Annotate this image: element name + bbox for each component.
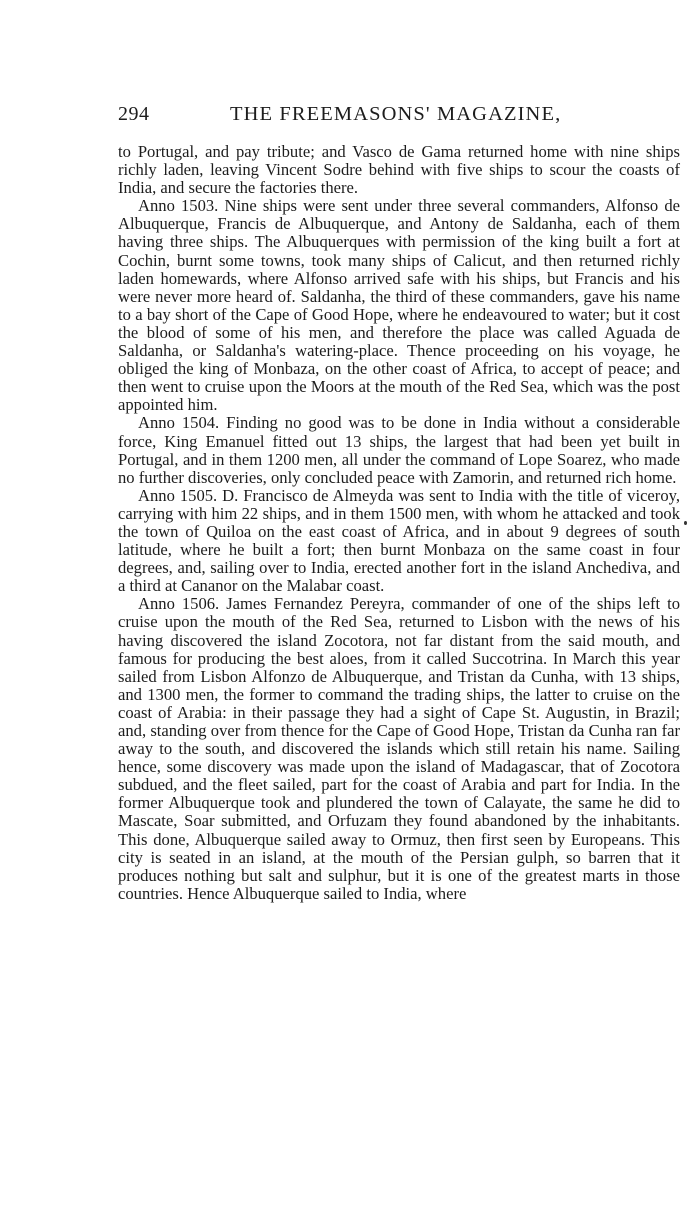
paragraph-continuation: to Portugal, and pay tribute; and Vasco de Gama returned home with nine ships richly laden, leaving Vincent Sodre behind with five ships to scour the coasts of India, and secure the factories there. (118, 142, 680, 198)
body-text (118, 143, 680, 903)
ink-speck (684, 521, 687, 525)
paragraph-anno-1504: Anno 1504. Finding no good was to be done in India without a considerable force, King Emanuel fitted out 13 ships, the largest that had been yet built in Portugal, and in them 1200 men, all under the command of Lope Soarez, who made no further discoveries, only concluded peace with Zamorin, and returned rich home. (118, 413, 680, 487)
page-number: 294 (118, 103, 150, 125)
running-title: THE FREEMASONS' MAGAZINE, (230, 103, 562, 125)
paragraph-anno-1506: Anno 1506. James Fernandez Pereyra, commander of one of the ships left to cruise upon the mouth of the Red Sea, returned to Lisbon with the news of his having discovered the island Zocotora, not far distant from the said mouth, and famous for producing the best aloes, from it called Succotrina. In March this year sailed from Lisbon Alfonzo de Albuquerque, and Tristan da Cunha, with 13 ships, and 1300 men, the former to command the trading ships, the latter to cruise on the coast of Arabia: in their passage they had a sight of Cape St. Augustin, in Brazil; and, standing over from thence for the Cape of Good Hope, Tristan da Cunha ran far away to the south, and discovered the islands which still retain his name. Sailing hence, some discovery was made upon the island of Madagascar, that of Zocotora subdued, and the fleet sailed, part for the coast of Arabia and part for India. In the former Albuquerque took and plundered the town of Calayate, the same he did to Mascate, Soar submitted, and Orfuzam they found abandoned by the inhabitants. This done, Albuquerque sailed away to Ormuz, then first seen by Europeans. This city is seated in an island, at the mouth of the Persian gulph, so barren that it produces nothing but salt and sulphur, but it is one of the greatest marts in those countries. Hence Albuquerque sailed to India, where (118, 594, 680, 903)
page-header (118, 103, 678, 137)
paragraph-anno-1503: Anno 1503. Nine ships were sent under three several commanders, Alfonso de Albuquerque, Francis de Albuquerque, and Antony de Saldanha, each of them having three ships. The Albuquerques with permission of the king built a fort at Cochin, burnt some towns, took many ships of Calicut, and then returned richly laden homewards, where Alfonso arrived safe with his ships, but Francis and his were never more heard of. Saldanha, the third of these commanders, gave his name to a bay short of the Cape of Good Hope, where he endeavoured to water; but it cost the blood of some of his men, and therefore the place was called Aguada de Saldanha, or Saldanha's watering-place. Thence proceeding on his voyage, he obliged the king of Monbaza, on the other coast of Africa, to accept of peace; and then went to cruise upon the Moors at the mouth of the Red Sea, which was the post appointed him. (118, 196, 680, 415)
paragraph-anno-1505: Anno 1505. D. Francisco de Almeyda was sent to India with the title of viceroy, carrying with him 22 ships, and in them 1500 men, with whom he attacked and took the town of Quiloa on the east coast of Africa, and in about 9 degrees of south latitude, where he built a fort; then burnt Monbaza on the same coast in four degrees, and, sailing over to India, erected another fort in the island Anchediva, and a third at Cananor on the Malabar coast. (118, 485, 680, 596)
